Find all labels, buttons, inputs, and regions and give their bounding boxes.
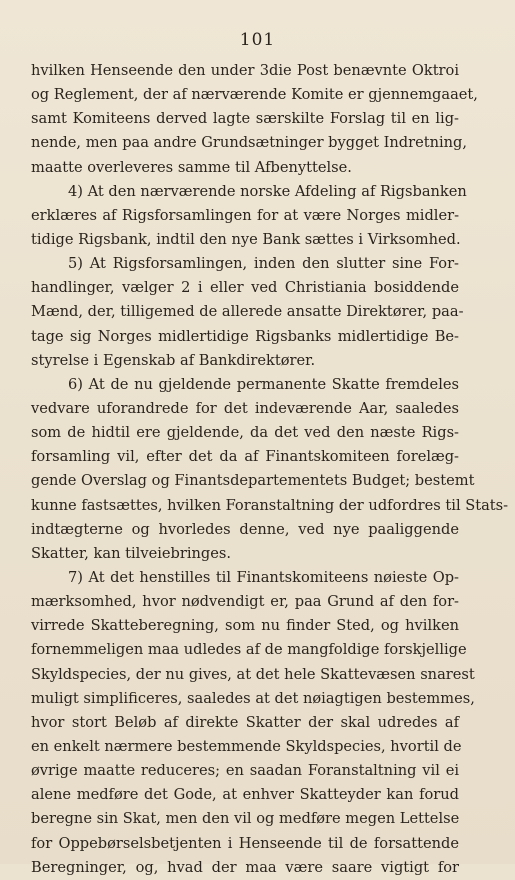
text-line: 7) At det henstilles til Finantskomiteens nøieste Op- bbox=[68, 568, 459, 586]
text-line: som de hidtil ere gjeldende, da det ved den næste Rigs- bbox=[31, 424, 459, 442]
text-line: kunne fastsættes, hvilken Foranstaltning der udfordres til Stats- bbox=[31, 496, 509, 514]
text-line: gende Overslag og Finantsdepartementets Budget; bestemt bbox=[31, 472, 475, 490]
text-line: alene medføre det Gode, at enhver Skatteyder kan forud bbox=[31, 786, 459, 804]
text-line: Beregninger, og, hvad der maa være saare vigtigt for bbox=[31, 858, 459, 876]
text-line: Skyldspecies, der nu gives, at det hele Skattevæsen snarest bbox=[31, 665, 475, 683]
body-text bbox=[31, 59, 509, 880]
text-line: indtægterne og hvorledes denne, ved nye paaliggende bbox=[31, 520, 459, 538]
text-line: erklæres af Rigsforsamlingen for at være Norges midler- bbox=[31, 206, 459, 224]
text-line: for Oppebørselsbetjenten i Henseende til de forsattende bbox=[31, 834, 459, 852]
text-line: handlinger, vælger 2 i eller ved Christiania bosiddende bbox=[31, 279, 459, 297]
text-line: hvor stort Beløb af direkte Skatter der skal udredes af bbox=[31, 713, 459, 731]
text-line: nende, men paa andre Grundsætninger bygget Indretning, bbox=[31, 134, 468, 152]
text-line: styrelse i Egenskab af Bankdirektører. bbox=[31, 351, 316, 369]
text-line: en enkelt nærmere bestemmende Skyldspecies, hvortil de bbox=[31, 737, 462, 755]
text-line: mærksomhed, hvor nødvendigt er, paa Grund af den for- bbox=[31, 593, 459, 611]
text-line: muligt simplificeres, saaledes at det nøiagtigen bestemmes, bbox=[31, 689, 475, 707]
text-line: fornemmeligen maa udledes af de mangfoldige forskjellige bbox=[31, 641, 467, 659]
text-line: vedvare uforandrede for det indeværende Aar, saaledes bbox=[31, 399, 459, 417]
text-line: beregne sin Skat, men den vil og medføre megen Lettelse bbox=[31, 810, 460, 828]
text-line: tage sig Norges midlertidige Rigsbanks midlertidige Be- bbox=[31, 327, 459, 345]
text-line: og Reglement, der af nærværende Komite er gjennemgaaet, bbox=[31, 86, 478, 104]
text-line: 5) At Rigsforsamlingen, inden den slutter sine For- bbox=[68, 255, 459, 273]
text-line: øvrige maatte reduceres; en saadan Foranstaltning vil ei bbox=[31, 762, 459, 780]
text-line: virrede Skatteberegning, som nu finder Sted, og hvilken bbox=[31, 617, 459, 635]
text-line: forsamling vil, efter det da af Finantskomiteen forelæg- bbox=[31, 448, 459, 466]
text-line: maatte overleveres samme til Afbenyttelse. bbox=[31, 158, 352, 176]
text-line: Skatter, kan tilveiebringes. bbox=[31, 544, 232, 562]
text-line: Mænd, der, tilligemed de allerede ansatte Direktører, paa- bbox=[31, 303, 464, 321]
text-line: tidige Rigsbank, indtil den nye Bank sættes i Virksomhed. bbox=[31, 230, 461, 248]
page-number: 101 bbox=[239, 30, 276, 50]
text-line: 4) At den nærværende norske Afdeling af Rigsbanken bbox=[68, 182, 467, 200]
text-line: 6) At de nu gjeldende permanente Skatte fremdeles bbox=[68, 375, 459, 393]
text-line: hvilken Henseende den under 3die Post benævnte Oktroi bbox=[31, 62, 459, 79]
text-line: samt Komiteens derved lagte særskilte Forslag til en lig- bbox=[31, 110, 459, 128]
